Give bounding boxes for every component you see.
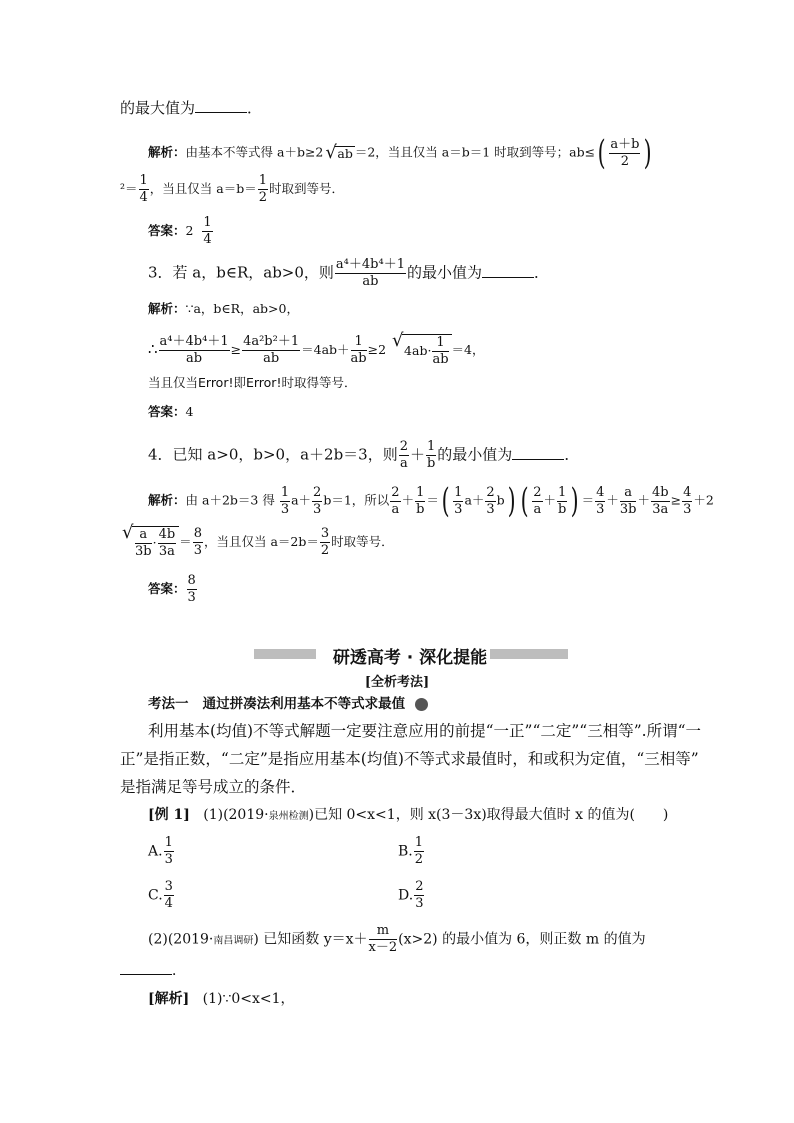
q4-sf-b-den: b xyxy=(416,501,425,517)
q3-solution-line1 xyxy=(148,303,299,316)
q3-f1 xyxy=(159,335,230,366)
method-heading xyxy=(148,698,428,712)
analysis-text: (1)∵0<x<1， xyxy=(202,991,295,1007)
q3-sqrt-frac-den: ab xyxy=(432,352,449,367)
q3-sqrt-frac-num: 1 xyxy=(432,336,448,352)
q3-solution-line2 xyxy=(148,330,485,367)
q3-error-text: 当且仅当Error!即Error!时取得等号． xyxy=(148,375,357,390)
q4-sf-b xyxy=(415,486,425,517)
answer-frac-num: 1 xyxy=(203,215,212,230)
right-paren: ) xyxy=(644,133,653,173)
frac-apb xyxy=(609,138,640,169)
para3-text: 是指满足等号成立的条件． xyxy=(120,778,307,796)
sqrt-ab: √ ab xyxy=(325,141,353,163)
q4-l2-res-den: 3 xyxy=(193,543,202,558)
q4-p1-a: a＋ xyxy=(464,492,485,508)
q4-p1-den: 3 xyxy=(454,501,463,517)
answer-label: 答案： xyxy=(148,223,186,238)
q4-solution-label: 解析： xyxy=(148,492,186,508)
example1-source-2: 南昌调研 xyxy=(213,935,254,947)
example-label: [例 1] xyxy=(148,807,190,823)
q4-t2-num: 2 xyxy=(313,484,322,500)
q4-r3 xyxy=(651,486,670,517)
option-b xyxy=(398,836,425,867)
q4-sol-c: b＝1，所以 xyxy=(323,492,390,508)
q3-f3 xyxy=(351,335,367,366)
q3-answer-label: 答案： xyxy=(148,404,186,419)
q4-t1-num: 1 xyxy=(280,484,290,500)
q4-lparen-2: ( xyxy=(520,481,529,521)
q4-rparen-2: ) xyxy=(570,481,579,521)
q4-l2-c-den: 2 xyxy=(320,543,330,558)
option-c-num: 3 xyxy=(164,879,173,894)
q4-sq-b-num: 4b xyxy=(158,527,176,542)
q4-sq-a-num: a xyxy=(135,528,152,544)
q4-sf-b-num: 1 xyxy=(416,484,425,500)
q3-geq1: ≥ xyxy=(230,342,242,357)
q3-f3-den: ab xyxy=(350,351,367,366)
q4-answer-num: 8 xyxy=(187,573,196,588)
q4-t1 xyxy=(280,486,290,517)
q3-stem: 3．若 a，b∈R，ab>0，则 $\frac{\text{a⁴＋4b⁴＋1}}{ab}$ 的最小值为 ． xyxy=(148,257,549,289)
q3-answer-value: 4 xyxy=(185,404,194,419)
q4-frac-a-den: a xyxy=(399,456,408,471)
answer-value-1: 2 xyxy=(185,223,194,238)
q4-r4 xyxy=(682,486,692,517)
q4-p4-num: 1 xyxy=(558,484,567,500)
line2-prefix: ²＝ xyxy=(120,181,138,196)
prev-problem-tail: 的最大值为 ． xyxy=(120,99,263,117)
q4-p2-num: 2 xyxy=(486,484,495,500)
q4-t2 xyxy=(312,486,322,517)
q3-f2-den: ab xyxy=(263,351,280,366)
answer-frac xyxy=(202,216,212,247)
q4-sol-d: ＝ xyxy=(426,492,439,508)
q3-f1-num: a⁴＋4b⁴＋1 xyxy=(159,334,229,349)
part2-frac-den: x－2 xyxy=(368,940,398,955)
line2-tail: 时取到等号． xyxy=(269,181,345,196)
q4-sq-b xyxy=(158,528,177,559)
q4-r3-num: 4b xyxy=(651,484,669,500)
frac-half xyxy=(258,174,268,205)
option-a-label: A. xyxy=(148,843,163,860)
q4-l2-eq: ＝ xyxy=(179,534,192,549)
therefore-symbol: ∴ xyxy=(148,340,158,358)
q4-r2 xyxy=(620,486,637,517)
section-para-2 xyxy=(120,752,699,768)
q3-stem-frac-den: ab xyxy=(362,274,379,289)
option-d xyxy=(398,880,425,911)
q3-stem-pre: 3．若 a，b∈R，ab>0，则 xyxy=(148,263,334,282)
q4-sf-a-den: a xyxy=(391,501,400,517)
q4-sol-g: ＋2 xyxy=(693,492,714,508)
example1-part2-blank-line: ． xyxy=(120,962,186,978)
option-a-den: 3 xyxy=(164,852,173,867)
option-d-label: D. xyxy=(398,887,414,904)
example1-part1-b: )已知 0<x<1，则 x(3－3x)取得最大值时 x 的值为( ) xyxy=(308,807,669,823)
q4-frac-a xyxy=(399,440,409,471)
analysis-label: [解析] xyxy=(148,991,190,1007)
section-banner xyxy=(254,641,568,667)
q4-l2-c xyxy=(320,527,330,558)
q4-p1 xyxy=(453,486,463,517)
q4-r4-num: 4 xyxy=(683,484,692,500)
q3-solution-text: ∵a，b∈R，ab>0， xyxy=(185,301,299,316)
q4-l2-c-num: 3 xyxy=(320,526,330,541)
q4-sol-f: ≥ xyxy=(670,492,682,508)
option-d-num: 2 xyxy=(415,879,424,894)
q3-stem-frac xyxy=(335,258,406,289)
example1-part1 xyxy=(148,808,668,822)
prev-answer xyxy=(148,216,214,247)
section-para-3 xyxy=(120,780,306,796)
q4-p4-den: b xyxy=(557,501,567,517)
q3-sqrt: √ 4ab· $\frac{1}{ab}$ xyxy=(392,334,451,367)
q4-frac-a-num: 2 xyxy=(399,439,408,454)
section-title: 研透高考 · 深化提能 xyxy=(332,648,488,668)
q3-solution-label: 解析： xyxy=(148,301,186,316)
q3-f1-den: ab xyxy=(186,351,203,366)
q4-p2-den: 3 xyxy=(486,501,495,517)
q4-solution-line2 xyxy=(120,522,394,559)
q3-sqrt-pre: 4ab· xyxy=(404,343,432,358)
option-d-frac xyxy=(414,880,424,911)
example1-part2-c: (x>2) 的最小值为 6，则正数 m 的值为 xyxy=(398,931,646,948)
analysis-line xyxy=(148,992,295,1006)
prev-solution-line1 xyxy=(148,133,655,173)
solution-text-b: ＝2，当且仅当 a＝b＝1 时取到等号；ab≤ xyxy=(354,144,596,160)
q4-l2-tail: 时取等号． xyxy=(331,534,394,549)
q4-t1-den: 3 xyxy=(280,501,290,517)
q4-l2-res-num: 8 xyxy=(193,526,202,541)
q4-frac-b xyxy=(426,440,436,471)
q3-answer-blank xyxy=(482,265,534,278)
frac-quarter-num: 1 xyxy=(139,173,148,188)
q3-f3-num: 1 xyxy=(351,335,367,351)
solution-text-a: 由基本不等式得 a＋b≥2 xyxy=(185,144,324,160)
q4-frac-b-num: 1 xyxy=(427,439,436,454)
method-label: 考法一 xyxy=(148,696,189,712)
line2-mid: ，当且仅当 a＝b＝ xyxy=(149,181,257,196)
q4-p3-den: a xyxy=(533,501,542,517)
example1-part2-b: ) 已知函数 y＝x＋ xyxy=(253,931,368,948)
option-b-frac xyxy=(414,836,424,867)
option-b-label: B. xyxy=(398,843,413,860)
q4-r1 xyxy=(595,486,605,517)
option-c xyxy=(148,880,175,911)
option-c-frac xyxy=(164,880,174,911)
q4-sq-a xyxy=(135,528,152,559)
frac-quarter xyxy=(139,174,149,205)
sqrt-ab-content: ab xyxy=(337,145,353,161)
frac-apb-num: a＋b xyxy=(610,136,640,152)
q4-rparen-1: ) xyxy=(507,481,516,521)
q4-lparen-1: ( xyxy=(441,481,450,521)
q4-r4-den: 3 xyxy=(683,501,692,517)
option-a-frac xyxy=(164,836,174,867)
bullet-dot-icon xyxy=(415,698,428,711)
q4-r2-den: 3b xyxy=(619,501,637,517)
q4-answer-blank xyxy=(512,447,564,460)
q3-f2 xyxy=(242,335,300,366)
q4-r2-num: a xyxy=(620,486,637,502)
option-c-label: C. xyxy=(148,887,163,904)
q3-sqrt-frac xyxy=(432,336,448,367)
answer-frac-den: 4 xyxy=(203,232,212,247)
q4-l2-res xyxy=(193,527,203,558)
section-para-1 xyxy=(148,724,701,740)
q3-answer xyxy=(148,406,193,419)
q3-f2-num: 4a²b²＋1 xyxy=(243,334,300,349)
q4-answer-frac xyxy=(187,574,197,605)
q4-p3-num: 2 xyxy=(533,484,542,500)
para1-text: 利用基本(均值)不等式解题一定要注意应用的前提“一正”“二定”“三相等”.所谓“一 xyxy=(148,722,701,740)
q4-r3-den: 3a xyxy=(652,501,669,517)
example1-part2 xyxy=(148,924,646,955)
option-b-den: 2 xyxy=(414,852,424,867)
option-c-den: 4 xyxy=(164,896,173,911)
section-subtitle-text: [全析考法] xyxy=(364,675,430,690)
q4-sf-a xyxy=(390,486,400,517)
prev-solution-line2 xyxy=(120,174,344,205)
q4-solution-line1: 解析：由 a＋2b＝3 得 $\frac{1}{3}$ a＋ $\frac{2}{3}$ b＝1，所以 $\frac{2}{a}$ ＋ $\frac{1}{b}$ ＝( $\frac{1}{3}$ a＋ $\frac{2}{3}$ b) ( $\frac{2}{a}$ ＋ $\frac{1}{b}$ ) ＝ $\frac{4}{3}$ ＋ $\frac{a}{3b}$ ＋ $\frac{4b}{3a}$ ≥ $\frac{4}{3}$ ＋2 xyxy=(148,481,714,521)
option-d-den: 3 xyxy=(415,896,424,911)
q4-answer-den: 3 xyxy=(187,590,196,605)
q4-sol-e: ＝ xyxy=(581,492,595,508)
method-title: 通过拼凑法利用基本不等式求最值 xyxy=(202,696,406,712)
q4-stem-pre: 4．已知 a>0，b>0，a＋2b＝3，则 xyxy=(148,445,398,464)
q4-p2 xyxy=(485,486,495,517)
example1-source-1: 泉州检测 xyxy=(268,811,309,822)
q3-error-line xyxy=(148,377,356,390)
q4-t2-den: 3 xyxy=(313,501,322,517)
part2-answer-blank xyxy=(120,962,172,975)
q4-r1-den: 3 xyxy=(596,501,605,517)
q4-sqrt: √ $\frac{a}{3b}$ · $\frac{4b}{3a}$ xyxy=(122,526,179,559)
q4-p1-num: 1 xyxy=(454,484,463,500)
left-paren: ( xyxy=(597,133,606,173)
frac-half-den: 2 xyxy=(258,190,268,205)
q3-stem-frac-num: a⁴＋4b⁴＋1 xyxy=(335,257,405,272)
banner-bar-right xyxy=(490,649,568,659)
part2-frac-num: m xyxy=(369,924,398,940)
option-a-num: 1 xyxy=(164,835,173,850)
q4-p3 xyxy=(532,486,542,517)
para2-text: 正”是指正数，“二定”是指应用基本(均值)不等式求最值时，和或积为定值，“三相等” xyxy=(120,750,699,768)
q3-eq1: ＝4ab＋ xyxy=(301,342,350,357)
banner-bar-left xyxy=(254,649,316,659)
q4-sol-a: 由 a＋2b＝3 得 xyxy=(185,492,275,508)
q4-r1-num: 4 xyxy=(596,484,605,500)
q4-answer xyxy=(148,574,198,605)
section-subtitle xyxy=(0,676,794,689)
example1-part1-a: (1)(2019· xyxy=(203,807,269,823)
answer-blank xyxy=(195,100,247,113)
q4-stem: 4．已知 a>0，b>0，a＋2b＝3，则 $\frac{2}{a}$ ＋ $\frac{1}{b}$ 的最小值为 ． xyxy=(148,439,580,471)
q3-eq-end: ＝4， xyxy=(451,342,485,357)
q4-sol-plus: ＋ xyxy=(401,492,415,508)
example1-part2-frac xyxy=(369,924,398,955)
q4-sq-b-den: 3a xyxy=(158,544,175,559)
frac-quarter-den: 4 xyxy=(139,190,148,205)
q4-frac-b-den: b xyxy=(426,456,436,471)
option-b-num: 1 xyxy=(414,835,424,850)
prev-tail-text: 的最大值为 xyxy=(120,99,196,117)
example1-part2-a: (2)(2019· xyxy=(148,931,214,948)
q4-answer-label: 答案： xyxy=(148,581,186,596)
q4-p-plus: ＋ xyxy=(543,492,557,508)
q4-stem-post: 的最小值为 xyxy=(437,445,513,464)
q4-l2-mid: ，当且仅当 a＝2b＝ xyxy=(203,534,319,549)
solution-label: 解析： xyxy=(148,144,186,160)
frac-half-num: 1 xyxy=(258,173,268,188)
q4-plus: ＋ xyxy=(410,445,426,464)
q4-sf-a-num: 2 xyxy=(391,484,400,500)
q4-sol-b: a＋ xyxy=(291,492,312,508)
q3-geq2: ≥2 xyxy=(367,342,387,357)
frac-apb-den: 2 xyxy=(620,153,630,169)
q4-p4 xyxy=(557,486,567,517)
option-a xyxy=(148,836,175,867)
q3-stem-post: 的最小值为 xyxy=(406,263,482,282)
q4-sq-a-den: 3b xyxy=(135,544,152,559)
